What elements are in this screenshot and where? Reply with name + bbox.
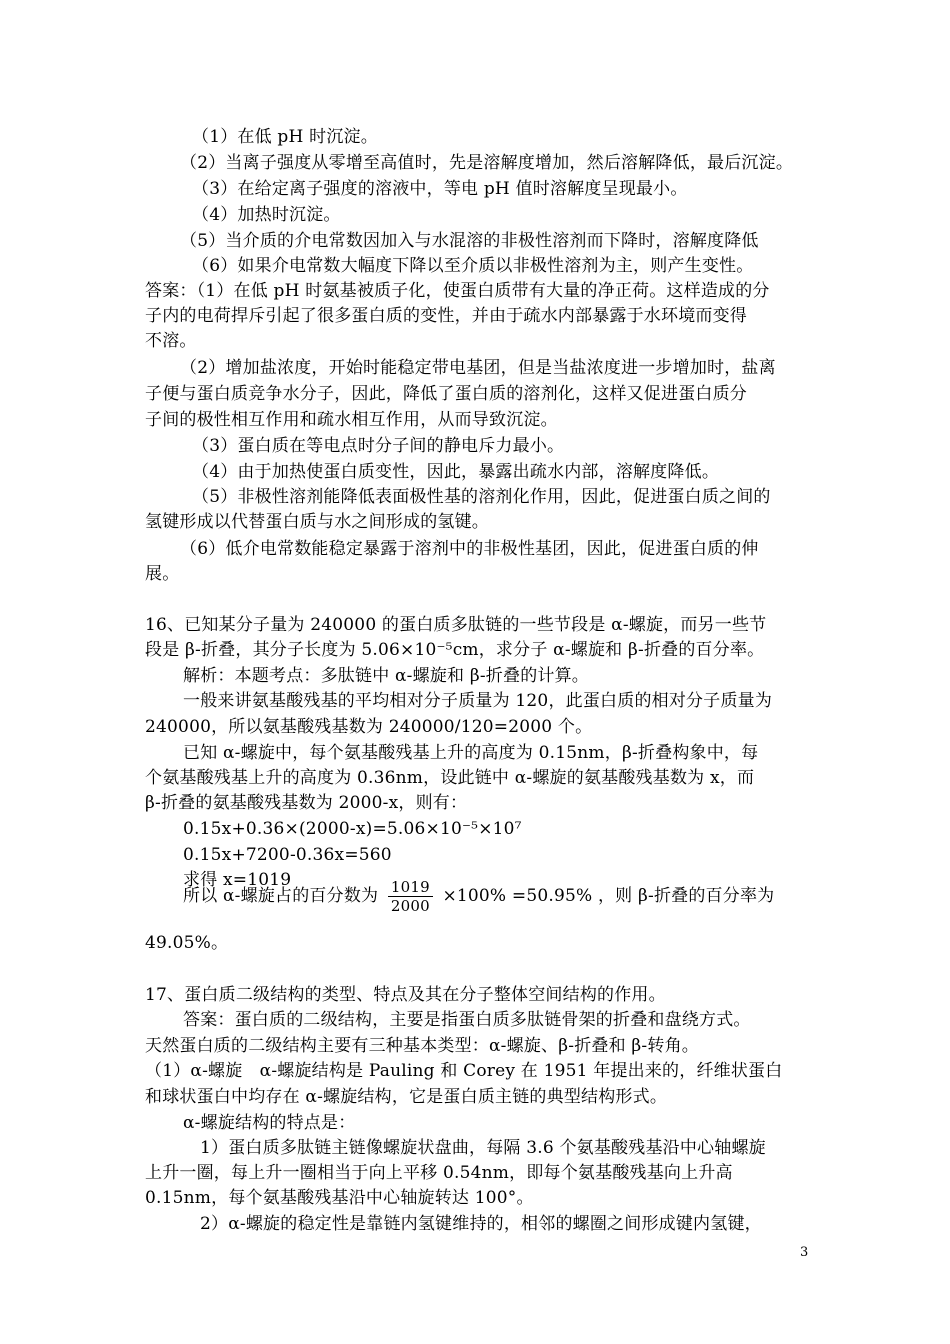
text-line: （4）由于加热使蛋白质变性，因此，暴露出疏水内部，溶解度降低。 <box>192 462 720 482</box>
text-line: （6）低介电常数能稳定暴露于溶剂中的非极性基团，因此，促进蛋白质的伸 <box>180 539 759 559</box>
formula-after: ×100% =50.95% <box>442 886 593 906</box>
text-line: β-折叠的氨基酸残基数为 2000-x，则有： <box>145 793 468 813</box>
text-line: 2）α-螺旋的稳定性是靠链内氢键维持的，相邻的螺圈之间形成键内氢键， <box>200 1214 762 1234</box>
text-line: 0.15x+7200-0.36x=560 <box>183 845 392 865</box>
text-line: （3）蛋白质在等电点时分子间的静电斥力最小。 <box>192 436 565 456</box>
text-line: 子间的极性相互作用和疏水相互作用，从而导致沉淀。 <box>145 410 558 430</box>
text-line: （5）当介质的介电常数因加入与水混溶的非极性溶剂而下降时，溶解度降低 <box>180 231 759 251</box>
text-line: α-螺旋结构的特点是： <box>183 1113 356 1133</box>
text-line: 天然蛋白质的二级结构主要有三种基本类型：α-螺旋、β-折叠和 β-转角。 <box>145 1036 699 1056</box>
text-line: 已知 α-螺旋中，每个氨基酸残基上升的高度为 0.15nm，β-折叠构象中，每 <box>183 743 759 763</box>
fraction-numerator: 1019 <box>388 878 433 897</box>
text-line: （2）增加盐浓度，开始时能稳定带电基团，但是当盐浓度进一步增加时，盐离 <box>180 358 776 378</box>
text-line: 解析：本题考点：多肽链中 α-螺旋和 β-折叠的计算。 <box>183 666 590 686</box>
text-line: （1）α-螺旋 α-螺旋结构是 Pauling 和 Corey 在 1951 年提出来的，纤维状蛋白 <box>145 1061 783 1081</box>
text-line: 子内的电荷捍斥引起了很多蛋白质的变性，并由于疏水内部暴露于水环境而变得 <box>145 306 747 326</box>
text-line: （1）在低 pH 时沉淀。 <box>192 127 378 147</box>
text-line: 答案：蛋白质的二级结构，主要是指蛋白质多肽链骨架的折叠和盘绕方式。 <box>183 1010 751 1030</box>
text-line: （3）在给定离子强度的溶液中，等电 pH 值时溶解度呈现最小。 <box>192 179 688 199</box>
fraction <box>388 878 433 915</box>
text-line: （4）加热时沉淀。 <box>192 205 341 225</box>
fraction-denominator: 2000 <box>390 897 430 915</box>
text-line: 16、已知某分子量为 240000 的蛋白质多肽链的一些节段是 α-螺旋，而另一些节 <box>145 615 767 635</box>
text-line: 17、蛋白质二级结构的类型、特点及其在分子整体空间结构的作用。 <box>145 985 666 1005</box>
text-line: 段是 β-折叠，其分子长度为 5.06×10⁻⁵cm，求分子 α-螺旋和 β-折叠的百分率。 <box>145 640 765 660</box>
text-line: 上升一圈，每上升一圈相当于向上平移 0.54nm，即每个氨基酸残基向上升高 <box>145 1163 733 1183</box>
formula-before: 所以 α-螺旋占的百分数为 <box>183 886 379 906</box>
formula-tail: ，则 β-折叠的百分率为 <box>597 886 775 906</box>
formula-line <box>183 876 950 916</box>
text-line: 和球状蛋白中均存在 α-螺旋结构，它是蛋白质主链的典型结构形式。 <box>145 1087 668 1107</box>
page-number: 3 <box>800 1245 809 1260</box>
text-line: 240000，所以氨基酸残基数为 240000/120=2000 个。 <box>145 717 593 737</box>
text-line: 氢键形成以代替蛋白质与水之间形成的氢键。 <box>145 512 489 532</box>
text-line: 答案：（1）在低 pH 时氨基被质子化，使蛋白质带有大量的净正荷。这样造成的分 <box>145 281 770 301</box>
text-line: 子便与蛋白质竞争水分子，因此，降低了蛋白质的溶剂化，这样又促进蛋白质分 <box>145 384 747 404</box>
text-line: 1）蛋白质多肽链主链像螺旋状盘曲，每隔 3.6 个氨基酸残基沿中心轴螺旋 <box>200 1138 766 1158</box>
text-line: 求得 x=1019 <box>183 870 292 890</box>
text-line: 49.05%。 <box>145 933 229 953</box>
text-line: （5）非极性溶剂能降低表面极性基的溶剂化作用，因此，促进蛋白质之间的 <box>192 487 771 507</box>
text-line: 不溶。 <box>145 331 197 351</box>
text-line: （6）如果介电常数大幅度下降以至介质以非极性溶剂为主，则产生变性。 <box>192 256 754 276</box>
text-line: 一般来讲氨基酸残基的平均相对分子质量为 120，此蛋白质的相对分子质量为 <box>183 691 773 711</box>
text-line: 展。 <box>145 564 180 584</box>
text-line: 0.15nm，每个氨基酸残基沿中心轴旋转达 100°。 <box>145 1188 534 1208</box>
text-line: （2）当离子强度从零增至高值时，先是溶解度增加，然后溶解降低，最后沉淀。 <box>180 153 794 173</box>
text-line: 0.15x+0.36×(2000-x)=5.06×10⁻⁵×10⁷ <box>183 819 522 839</box>
text-line: 个氨基酸残基上升的高度为 0.36nm，设此链中 α-螺旋的氨基酸残基数为 x，而 <box>145 768 755 788</box>
